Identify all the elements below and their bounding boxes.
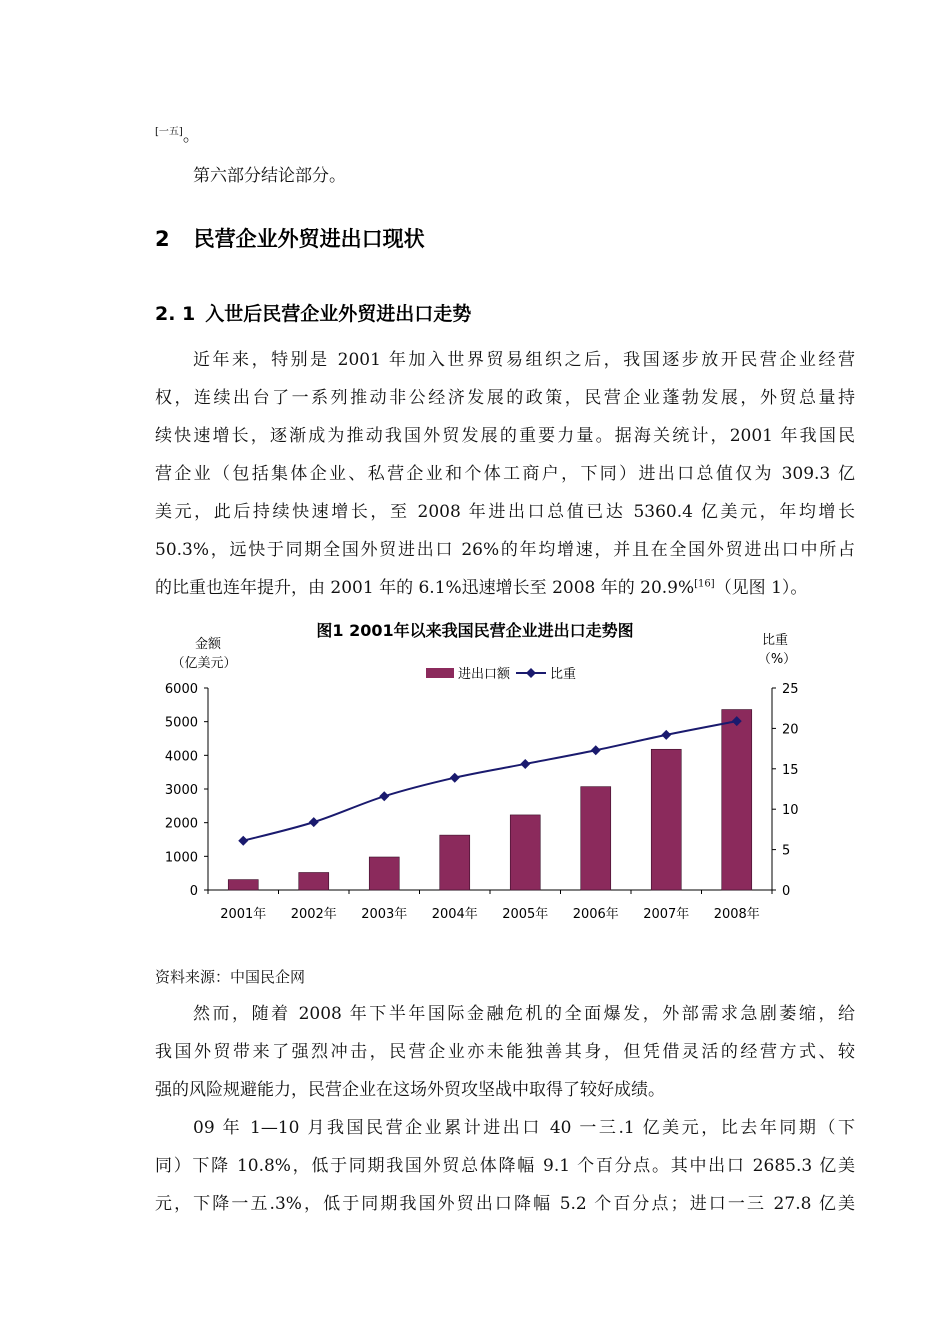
y-left-tick-label: 6000 [164,682,198,697]
y-left-tick-label: 5000 [164,715,198,731]
para2-line: 强的风险规避能力，民营企业在这场外贸攻坚战中取得了较好成绩。 [155,1080,665,1100]
citation-sup: [16] [694,578,715,590]
bar-2006年 [581,787,611,890]
legend-bar-label: 进出口额 [458,667,511,682]
bar-2008年 [722,710,752,890]
y-right-tick-label: 25 [782,682,799,697]
y-right-tick-label: 20 [782,722,799,738]
top-reference [155,126,855,146]
figure-source: 资料来源：中国民企网 [155,968,306,986]
bar-2003年 [369,857,399,890]
paragraph-part6 [193,166,855,186]
subsection-heading [155,299,471,326]
line-point-2002年 [309,817,319,827]
line-point-2004年 [450,773,460,783]
x-tick-label: 2003年 [361,907,408,922]
y-left-tick-label: 3000 [164,783,198,798]
para1-line: 美元，此后持续快速增长，至 2008 年进出口总值已达 5360.4 亿美元，年均增长 [155,502,855,522]
section-title: 民营企业外贸进出口现状 [193,227,425,251]
para1-line: 50.3%，远快于同期全国外贸进出口 26%的年均增速，并且在全国外贸进出口中所占 [155,540,855,560]
chart-title: 图1 2001年以来我国民营企业进出口走势图 [316,621,634,640]
x-tick-label: 2007年 [643,907,690,922]
bar-2002年 [299,872,329,890]
period-text: 。 [182,126,200,146]
citation-sup: [一五] [155,126,183,138]
y-left-label: 金额 [194,637,222,652]
legend-line-marker [526,668,536,678]
bar-2007年 [651,749,681,890]
x-tick-label: 2002年 [290,907,337,922]
para1-last-text: 的比重也连年提升，由 2001 年的 6.1%迅速增长至 2008 年的 20.9% [155,578,695,598]
x-tick-label: 2008年 [713,907,760,922]
line-point-2001年 [238,836,248,846]
y-right-label: 比重 [761,633,789,648]
line-point-2007年 [661,730,671,740]
y-left-tick-label: 2000 [164,816,198,832]
para1-last-tail: （见图 1）。 [714,578,808,598]
para1-last-line [155,578,855,598]
para1-line: 权，连续出台了一系列推动非公经济发展的政策，民营企业蓬勃发展，外贸总量持 [155,388,855,408]
para2-line: 然而，随着 2008 年下半年国际金融危机的全面爆发，外部需求急剧萎缩，给 [193,1004,855,1024]
section-number: 2 [155,227,170,251]
section-heading [155,223,425,253]
figure-chart [150,612,800,932]
y-right-unit: （%） [757,652,797,667]
x-tick-label: 2001年 [220,907,267,922]
y-right-tick-label: 15 [782,762,799,778]
x-tick-label: 2006年 [572,907,619,922]
paragraph-text: 第六部分结论部分。 [193,166,346,186]
line-point-2005年 [520,759,530,769]
bar-2004年 [440,835,470,890]
x-tick-label: 2005年 [502,907,549,922]
y-left-tick-label: 1000 [164,850,198,866]
para1-line: 近年来，特别是 2001 年加入世界贸易组织之后，我国逐步放开民营企业经营 [193,350,855,370]
y-right-tick-label: 5 [782,843,791,859]
subsection-title: 入世后民营企业外贸进出口走势 [205,303,472,325]
para1-line: 续快速增长，逐渐成为推动我国外贸发展的重要力量。据海关统计，2001 年我国民 [155,426,855,446]
line-point-2003年 [379,791,389,801]
para1-line: 营企业（包括集体企业、私营企业和个体工商户，下同）进出口总值仅为 309.3 亿 [155,464,855,484]
para3-line: 同）下降 10.8%，低于同期我国外贸总体降幅 9.1 个百分点。其中出口 2685.3 亿美 [155,1156,855,1176]
y-left-tick-label: 4000 [164,749,198,765]
bar-2001年 [228,880,258,890]
y-right-tick-label: 0 [782,884,791,899]
bar-2005年 [510,815,540,890]
y-left-unit: （亿美元） [171,656,237,671]
x-tick-label: 2004年 [431,907,478,922]
para3-line: 元，下降一五.3%，低于同期我国外贸出口降幅 5.2 个百分点；进口一三 27.8 亿美 [155,1194,855,1214]
legend-line-label: 比重 [550,667,577,682]
legend-bar-swatch [426,668,454,678]
line-point-2006年 [591,745,601,755]
subsection-number: 2. 1 [155,303,196,325]
y-left-tick-label: 0 [189,884,198,899]
y-right-tick-label: 10 [782,803,799,819]
para3-line: 09 年 1—10 月我国民营企业累计进出口 40 一三.1 亿美元，比去年同期（下 [193,1118,855,1138]
para2-line: 我国外贸带来了强烈冲击，民营企业亦未能独善其身，但凭借灵活的经营方式、较 [155,1042,855,1062]
